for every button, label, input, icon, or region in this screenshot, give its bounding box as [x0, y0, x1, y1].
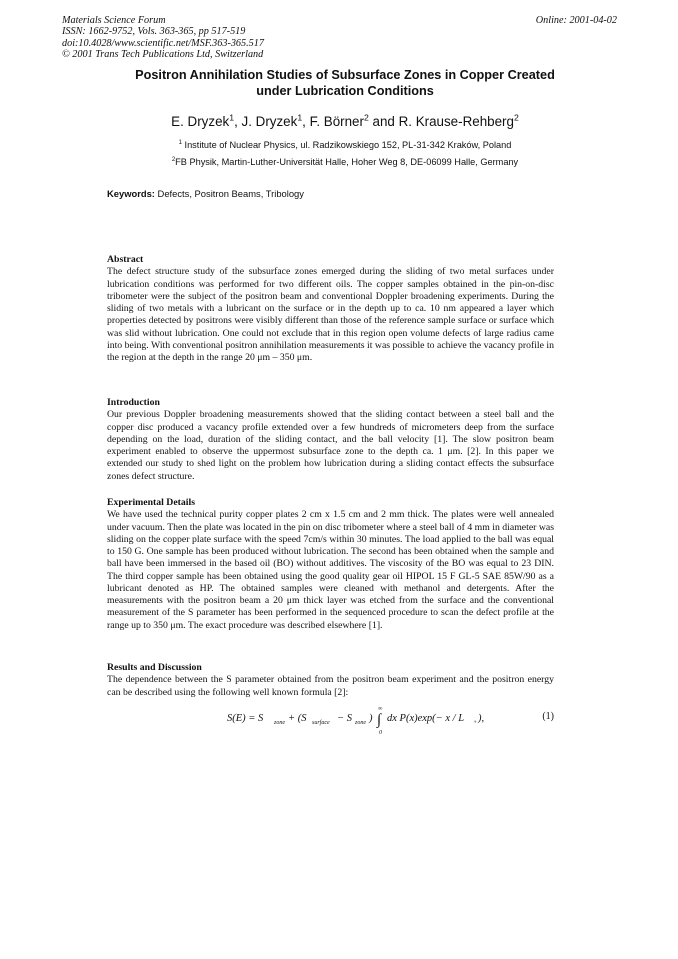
keywords — [107, 188, 304, 200]
title-line-2: under Lubrication Conditions — [256, 84, 434, 98]
paper-title — [100, 67, 590, 99]
author-affiliation-mark: 1 — [229, 112, 235, 123]
results-heading: Results and Discussion — [107, 662, 202, 673]
author-name: J. Dryzek — [241, 114, 298, 129]
introduction-section — [107, 397, 554, 483]
author-affiliation-mark: 1 — [297, 112, 303, 123]
author-name: E. Dryzek — [171, 114, 230, 129]
eq-upper-limit: ∞ — [378, 706, 383, 712]
introduction-heading: Introduction — [107, 397, 160, 408]
experimental-heading: Experimental Details — [107, 497, 196, 508]
abstract-section — [107, 254, 554, 364]
issn-line: ISSN: 1662-9752, Vols. 363-365, pp 517-519 — [62, 26, 246, 38]
keywords-list: Defects, Positron Beams, Tribology — [157, 188, 304, 199]
results-section — [107, 662, 554, 699]
experimental-section — [107, 497, 554, 632]
experimental-text: We have used the technical purity copper plates 2 cm x 1.5 cm and 2 mm thick. The plates were well annealed under vacuum. Then the plate was located in the pin on disc tribometer where a steel ball of 4 mm in diameter was sliding on the copper plate surface with the speed 7cm/s within 30 minutes. The load applied to the ball was equal to 150 G. One sample has been produced without lubrication. The second has been obtained when the sample and ball have been immersed in the based oil (BO) without additives. The viscosity of the BO was equal to 23 DIN. The third copper sample has been obtained using the good quality gear oil HIPOL 15 F GL-5 SAE 85W/90 as a lubricant denoted as HP. The obtained samples were cleaned with methanol and detergents. After the measurements with the positron beam a 20 μm thick layer was etched from the surface and the conventional measurement of the S parameter has been performed in the sequenced procedure to scan the defect profile at the range up to 350 μm. The exact procedure was described elsewhere [1]. — [107, 509, 554, 631]
author-affiliation-mark: 2 — [363, 112, 369, 123]
doi-link[interactable]: doi:10.4028/www.scientific.net/MSF.363-365.517 — [62, 37, 264, 49]
author-affiliation-mark: 2 — [513, 112, 519, 123]
equation-number: (1) — [542, 711, 554, 722]
eq-minus: − S — [337, 713, 352, 724]
eq-plus-open: + (S — [288, 713, 307, 724]
results-text: The dependence between the S parameter obtained from the positron beam experiment and the positron energy can be described using the following well known formula [2]: — [107, 674, 554, 698]
journal-header — [62, 15, 617, 61]
affiliation-2 — [100, 156, 590, 168]
author-name: R. Krause-Rehberg — [398, 114, 514, 129]
eq-close: ) — [369, 713, 373, 724]
eq-integrand: dx P(x)exp(− x / L — [387, 713, 465, 724]
eq-sub-surface: surface — [312, 720, 330, 726]
affiliation-mark: 1 — [178, 139, 182, 146]
eq-end: ), — [478, 713, 485, 724]
eq-lower-limit: 0 — [379, 730, 382, 735]
eq-sub-plus: + — [473, 720, 478, 726]
eq-sub-zone-2: zone — [355, 720, 366, 726]
author-name: F. Börner — [309, 114, 364, 129]
author-list — [100, 114, 590, 130]
introduction-text: Our previous Doppler broadening measurements showed that the sliding contact between a steel ball and the copper disc produced a vacancy profile extended over a few hundreds of micrometers deep from the surface depending on the load, duration of the sliding contact, and the ball velocity [1]. The slow positron beam experiment enabled to observe the uppermost subsurface zone to the depth ca. 1 μm. [2]. In this paper we extended our study to shed light on the problem how lubrication during a sliding contact effects the subsurface zones defect structure. — [107, 409, 554, 482]
affiliation-text: Institute of Nuclear Physics, ul. Radzikowskiego 152, PL-31-342 Kraków, Poland — [184, 140, 512, 150]
abstract-text: The defect structure study of the subsurface zones emerged during the sliding of two metal surfaces under lubrication conditions was performed for two different oils. The copper samples obtained in the pin-on-disc tribometer were the subject of the positron beam and conventional Doppler broadening experiments. During the sliding of two metals with a lubricant on the surface or in the depth up to ca. 10 nm appeared a layer which properties detected by positrons were visibly different than those of the reference sample surface or surface which was slid without lubrication. One could not exclude that in this region open volume defects of large radius came into being. With conventional positron annihilation measurements it was possible to achieve the vacancy profile in the region at the depth in the range 20 μm – 350 μm. — [107, 266, 554, 364]
title-line-1: Positron Annihilation Studies of Subsurface Zones in Copper Created — [135, 68, 555, 82]
copyright-line: © 2001 Trans Tech Publications Ltd, Switzerland — [62, 49, 264, 61]
eq-sub-zone: zone — [274, 720, 285, 726]
author-separator: , — [234, 114, 242, 129]
affiliation-text: FB Physik, Martin-Luther-Universität Halle, Hoher Weg 8, DE-06099 Halle, Germany — [175, 157, 519, 167]
online-date: Online: 2001-04-02 — [535, 15, 617, 26]
abstract-heading: Abstract — [107, 254, 144, 265]
eq-integral: ∫ — [377, 712, 382, 728]
affiliation-1 — [100, 139, 590, 151]
author-separator: , — [302, 114, 310, 129]
equation-formula — [107, 705, 487, 735]
author-and: and — [368, 114, 399, 129]
eq-lhs: S(E) = S — [227, 713, 264, 724]
affiliation-mark: 2 — [171, 156, 176, 163]
journal-name: Materials Science Forum — [62, 15, 166, 26]
keywords-label: Keywords: — [107, 188, 155, 199]
equation-1 — [107, 705, 554, 735]
